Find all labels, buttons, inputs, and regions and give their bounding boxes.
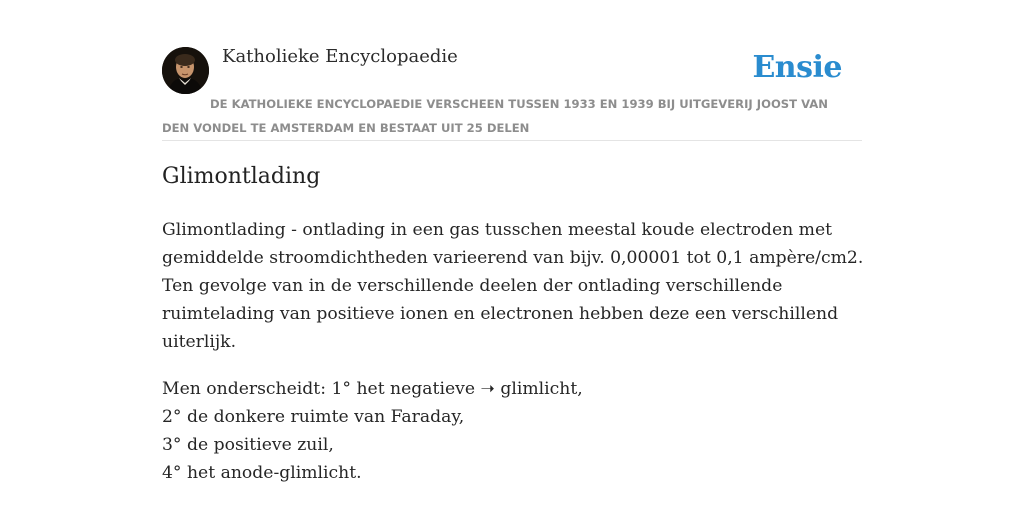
source-header [162, 44, 862, 141]
source-description [162, 92, 848, 140]
paragraph-line: Men onderscheidt: 1° het negatieve ➝ glimlicht, [162, 379, 583, 399]
article-title: Glimontlading [162, 164, 321, 189]
paragraph-line: gemiddelde stroomdichtheden varieerend van bijv. 0,00001 tot 0,1 ampère/cm2. [162, 248, 864, 268]
article-paragraph [162, 375, 862, 487]
source-description-line: DE KATHOLIEKE ENCYCLOPAEDIE VERSCHEEN TUSSEN 1933 EN 1939 BIJ UITGEVERIJ JOOST VAN [210, 97, 828, 111]
source-title[interactable]: Katholieke Encyclopaedie [222, 46, 458, 67]
paragraph-line: 3° de positieve zuil, [162, 435, 334, 455]
article-paragraph [162, 216, 862, 356]
portrait-icon [162, 47, 209, 94]
paragraph-line: uiterlijk. [162, 332, 237, 352]
article-body [162, 216, 862, 506]
source-avatar[interactable] [162, 47, 209, 94]
source-description-line: DEN VONDEL TE AMSTERDAM EN BESTAAT UIT 25 DELEN [162, 121, 530, 135]
paragraph-line: 2° de donkere ruimte van Faraday, [162, 407, 465, 427]
paragraph-line: Ten gevolge van in de verschillende deelen der ontlading verschillende [162, 276, 783, 296]
ensie-logo[interactable]: Ensie [752, 50, 842, 85]
paragraph-line: ruimtelading van positieve ionen en electronen hebben deze een verschillend [162, 304, 839, 324]
paragraph-line: Glimontlading - ontlading in een gas tusschen meestal koude electroden met [162, 220, 833, 240]
paragraph-line: 4° het anode-glimlicht. [162, 463, 362, 483]
